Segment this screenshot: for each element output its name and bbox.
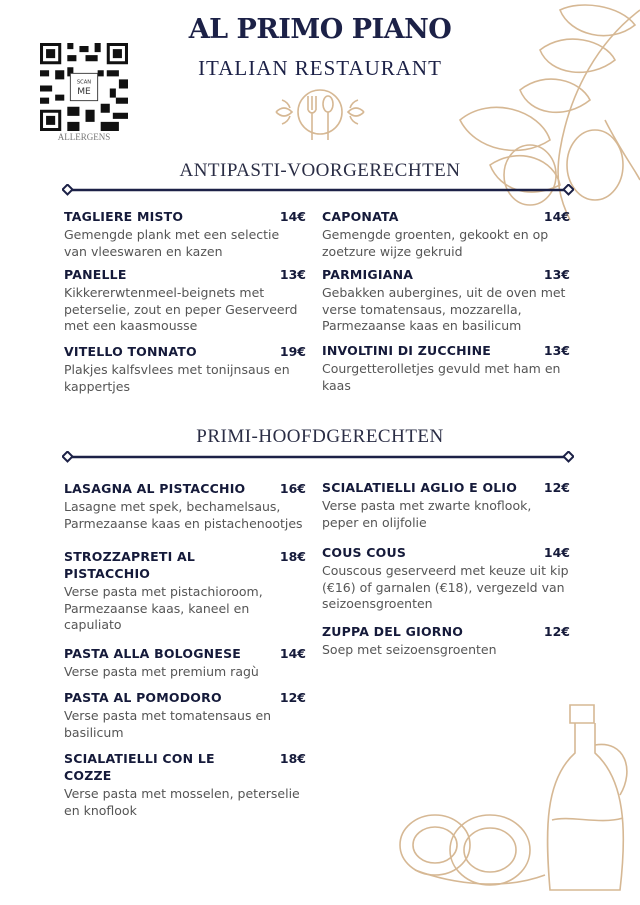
item-name: PASTA ALLA BOLOGNESE — [64, 646, 242, 661]
item-description: Couscous geserveerd met keuze uit kip (€16) of garnalen (€18), vergezeld van seizoensgroenten — [322, 563, 569, 611]
item-description: Verse pasta met tomatensaus en basilicum — [64, 708, 272, 740]
menu-item — [322, 208, 570, 260]
menu-item — [322, 544, 570, 613]
qr-scan-text: SCAN — [76, 79, 92, 86]
item-price: 16€ — [279, 481, 306, 496]
item-name: PARMIGIANA — [322, 267, 414, 282]
item-description: Courgetterolletjes gevuld met ham en kaas — [322, 361, 561, 393]
item-price: 18€ — [279, 549, 306, 564]
item-price: 13€ — [543, 267, 570, 282]
item-price: 18€ — [279, 751, 306, 766]
item-description: Gebakken aubergines, uit de oven met verse tomatensaus, mozzarella, Parmezaanse kaas en basilicum — [322, 285, 566, 333]
item-price: 14€ — [543, 545, 570, 560]
item-name: SCIALATIELLI AGLIO E OLIO — [322, 480, 518, 495]
item-description: Verse pasta met pistachioroom, Parmezaanse kaas, kaneel en capuliato — [64, 584, 263, 632]
item-description: Verse pasta met premium ragù — [64, 664, 259, 679]
restaurant-subtitle: ITALIAN RESTAURANT — [198, 56, 442, 80]
item-description: Kikkererwtenmeel-beignets met peterselie, zout en peper Geserveerd met een kaasmousse — [64, 285, 298, 333]
allergens-qr-code[interactable] — [40, 43, 128, 131]
item-name: VITELLO TONNATO — [64, 344, 197, 359]
item-price: 19€ — [279, 344, 306, 359]
primi-heading: PRIMI-HOOFDGERECHTEN — [196, 426, 444, 447]
allergens-label: ALLERGENS — [57, 132, 111, 142]
menu-item — [322, 623, 570, 659]
item-price: 14€ — [279, 646, 306, 661]
pasta-and-oil-bottle-illustration — [395, 700, 640, 905]
menu-item — [64, 750, 306, 819]
item-price: 14€ — [543, 209, 570, 224]
item-description: Plakjes kalfsvlees met tonijnsaus en kappertjes — [64, 362, 290, 394]
item-price: 12€ — [279, 690, 306, 705]
item-name: PANELLE — [64, 267, 127, 282]
item-name: TAGLIERE MISTO — [64, 209, 184, 224]
antipasti-heading: ANTIPASTI-VOORGERECHTEN — [179, 160, 461, 181]
menu-item — [322, 342, 570, 394]
item-description: Gemengde groenten, gekookt en op zoetzure wijze gekruid — [322, 227, 549, 259]
item-name: ZUPPA DEL GIORNO — [322, 624, 464, 639]
item-price: 13€ — [279, 267, 306, 282]
item-description: Verse pasta met zwarte knoflook, peper en olijfolie — [322, 498, 532, 530]
item-name: INVOLTINI DI ZUCCHINE — [322, 343, 491, 358]
item-price: 13€ — [543, 343, 570, 358]
menu-item — [64, 480, 306, 532]
item-description: Lasagne met spek, bechamelsaus, Parmezaanse kaas en pistachenootjes — [64, 499, 303, 531]
item-name: STROZZAPRETI AL PISTACCHIO — [64, 549, 196, 581]
qr-me-text: ME — [77, 86, 91, 97]
item-name: SCIALATIELLI CON LE COZZE — [64, 751, 215, 783]
menu-item — [64, 689, 306, 741]
menu-item — [64, 645, 306, 681]
menu-item — [64, 266, 306, 335]
menu-item — [64, 548, 306, 634]
section-divider — [62, 184, 574, 196]
menu-item — [322, 479, 570, 531]
item-price: 12€ — [543, 480, 570, 495]
menu-item — [322, 266, 570, 335]
menu-item — [64, 208, 306, 260]
menu-item — [64, 343, 306, 395]
item-description: Soep met seizoensgroenten — [322, 642, 497, 657]
item-name: COUS COUS — [322, 545, 407, 560]
item-name: LASAGNA AL PISTACCHIO — [64, 481, 246, 496]
item-price: 12€ — [543, 624, 570, 639]
item-price: 14€ — [279, 209, 306, 224]
item-description: Verse pasta met mosselen, peterselie en knoflook — [64, 786, 300, 818]
item-description: Gemengde plank met een selectie van vleeswaren en kazen — [64, 227, 280, 259]
item-name: CAPONATA — [322, 209, 399, 224]
item-name: PASTA AL POMODORO — [64, 690, 222, 705]
plate-fork-spoon-icon — [272, 82, 368, 148]
section-divider — [62, 451, 574, 463]
restaurant-name: AL PRIMO PIANO — [188, 14, 452, 45]
